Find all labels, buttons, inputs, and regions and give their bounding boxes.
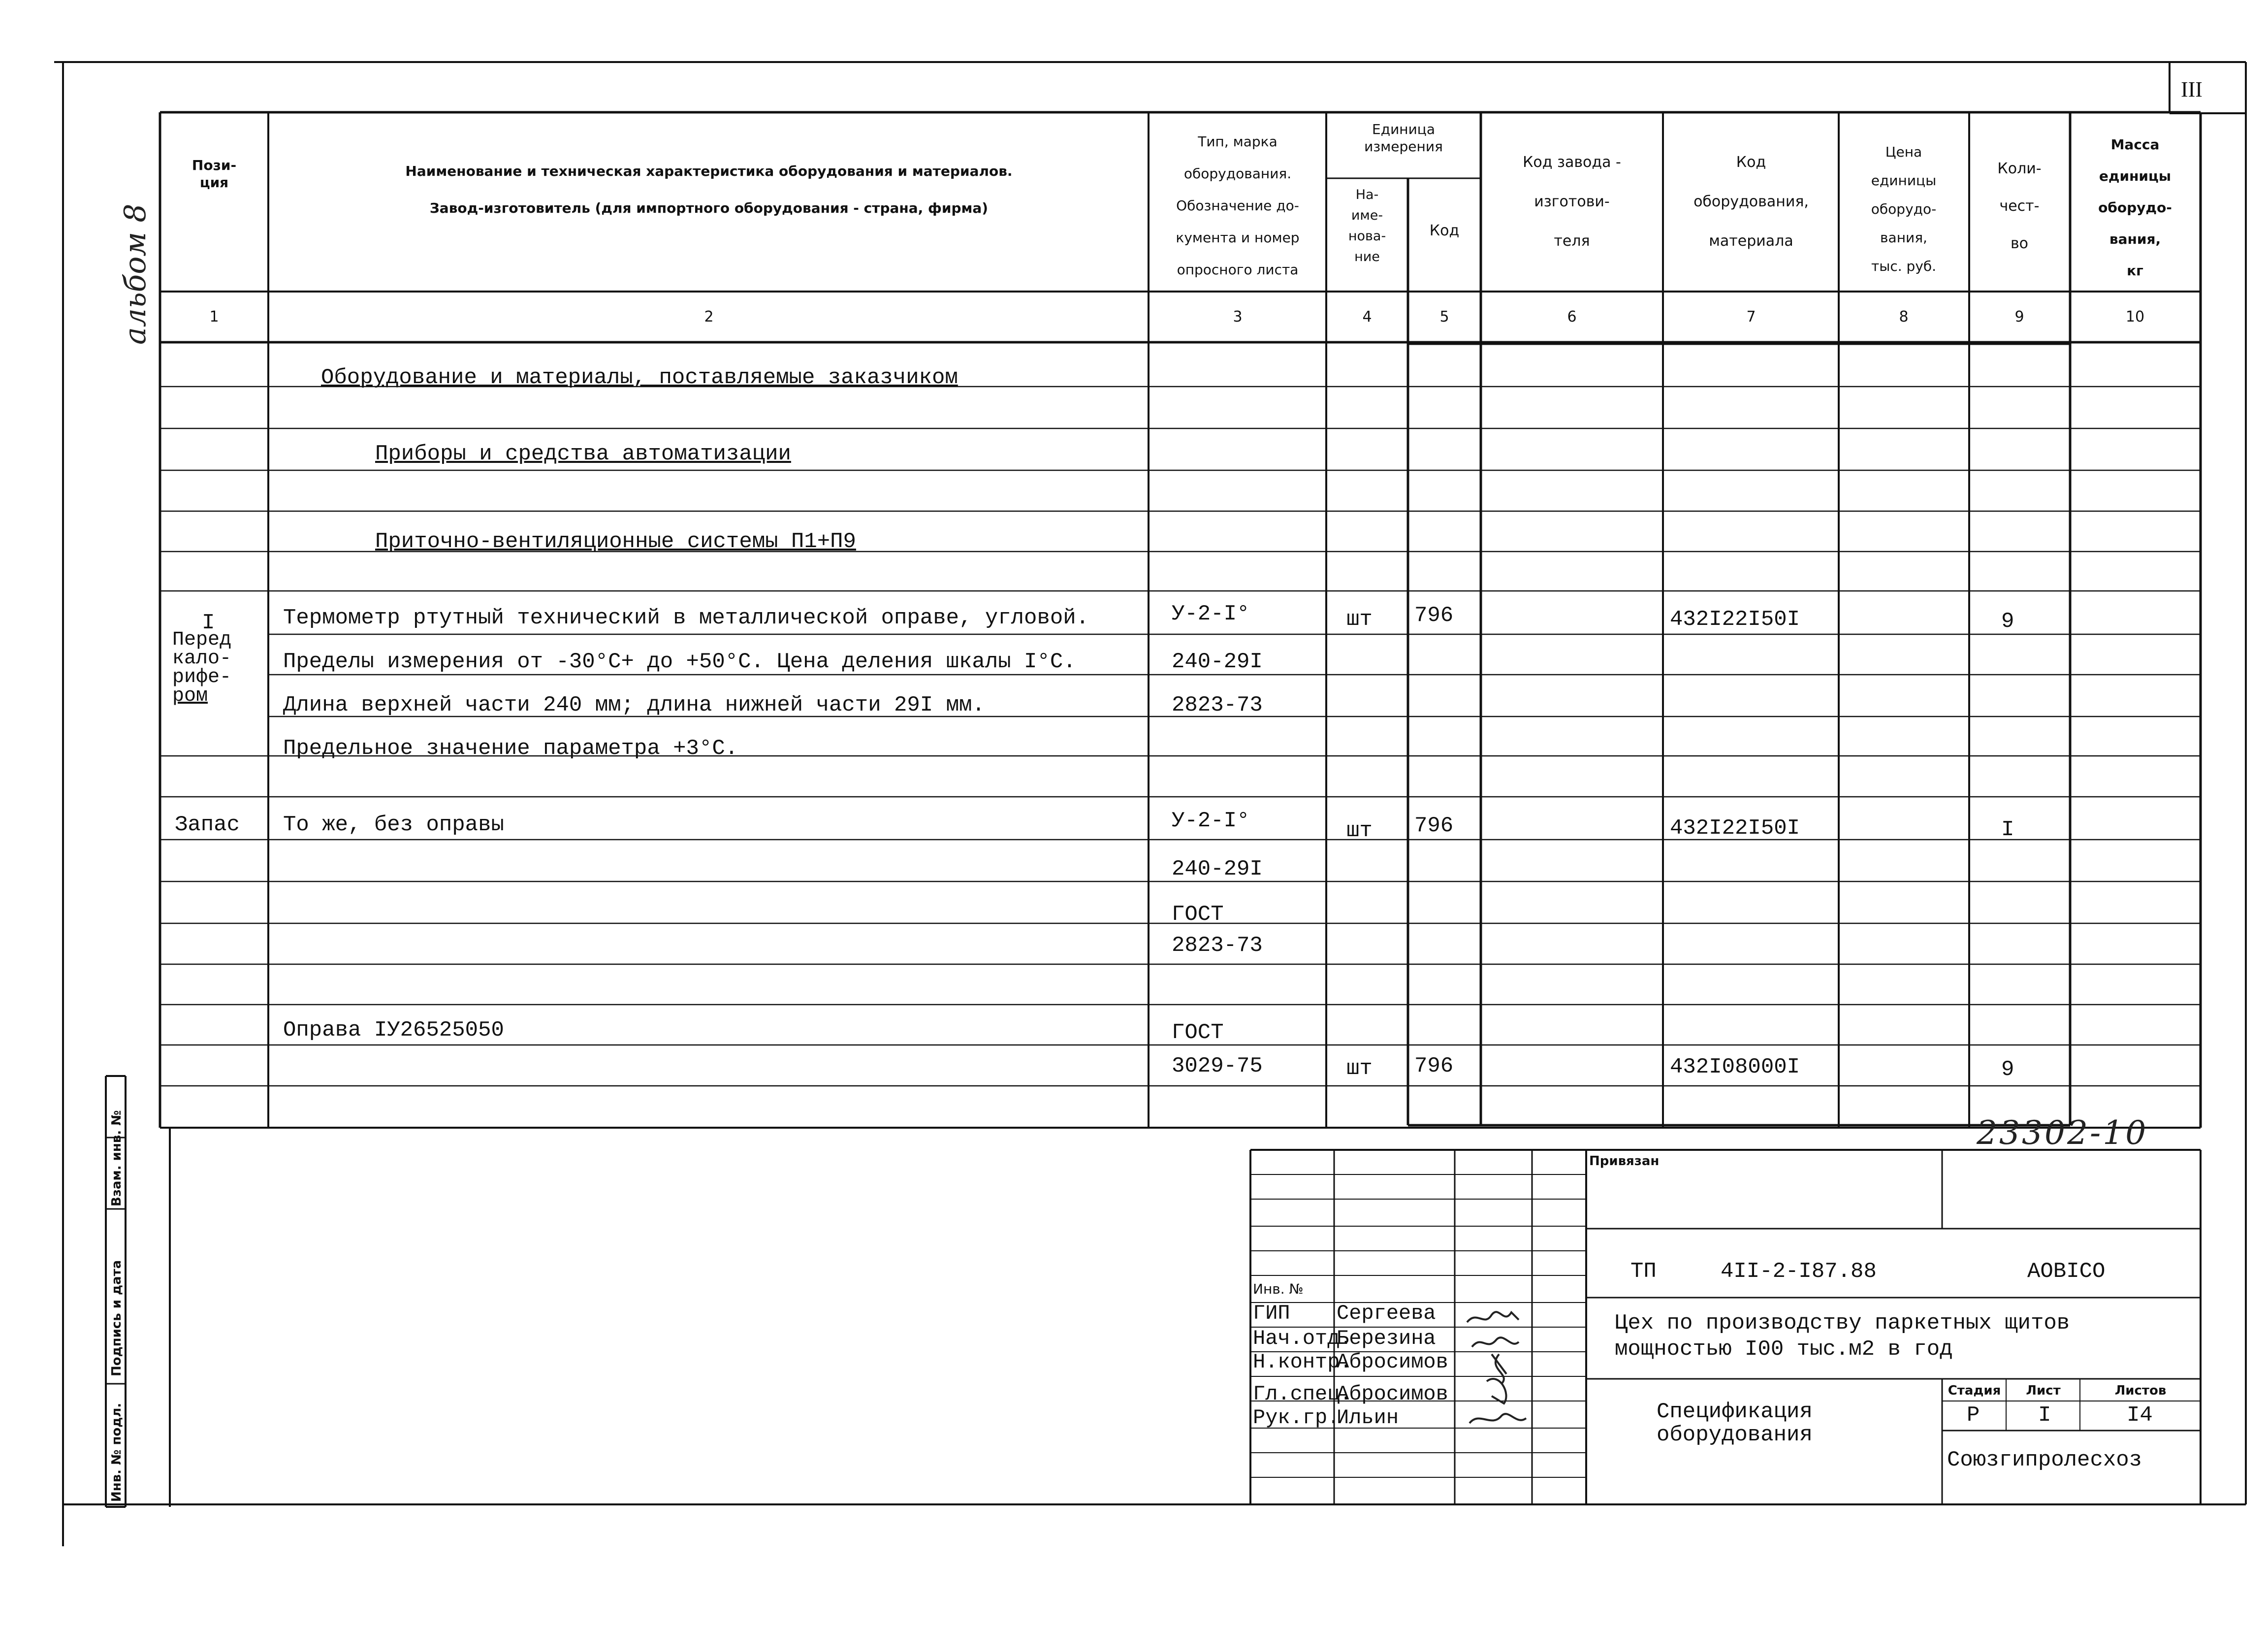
item2-type-line3: ГОСТ xyxy=(1172,902,1224,927)
col-num-1: 1 xyxy=(209,308,219,326)
signatures xyxy=(1457,1300,1536,1433)
stamp-inv-original: Инв. № подл. xyxy=(109,1402,124,1502)
item3-type-line1: ГОСТ xyxy=(1172,1020,1224,1045)
item1-type-line3: 2823-73 xyxy=(1172,693,1263,717)
attached-label: Привязан xyxy=(1589,1154,1660,1169)
item3-unit-code: 796 xyxy=(1414,1054,1454,1078)
col-num-2: 2 xyxy=(704,308,714,326)
organization: Союзгипролесхоз xyxy=(1947,1448,2142,1472)
header-mass: Масса единицы оборудо- вания, кг xyxy=(2098,136,2172,279)
col-num-9: 9 xyxy=(2014,308,2024,326)
item1-unit-code: 796 xyxy=(1414,603,1454,628)
staff-role-4: Гл.спец. xyxy=(1253,1382,1352,1406)
staff-name-2: Березина xyxy=(1337,1327,1436,1350)
item2-unit: шт xyxy=(1346,818,1373,843)
item3-equipment-code: 432I08000I xyxy=(1670,1055,1800,1079)
header-name-line1: Наименование и техническая характеристика оборудования и материалов. xyxy=(405,163,1013,179)
project-number: 4II-2-I87.88 xyxy=(1721,1259,1877,1284)
col-num-6: 6 xyxy=(1567,308,1577,326)
item1-type-line1: У-2-I° xyxy=(1172,602,1250,626)
item3-unit: шт xyxy=(1346,1056,1373,1081)
item2-type-line1: У-2-I° xyxy=(1172,809,1250,833)
item1-name-line2: Пределы измерения от -30°С+ до +50°С. Цена деления шкалы I°С. xyxy=(283,650,1076,674)
staff-name-5: Ильин xyxy=(1337,1406,1399,1430)
col-num-3: 3 xyxy=(1233,308,1243,326)
section-customer-supplied: Оборудование и материалы, поставляемые заказчиком xyxy=(321,365,958,390)
stamp-signature-date: Подпись и дата xyxy=(109,1260,124,1376)
margin-note: альбом 8 xyxy=(118,203,153,345)
sheet-number: III xyxy=(2181,77,2203,101)
staff-role-1: ГИП xyxy=(1253,1302,1290,1325)
stage-label: Стадия xyxy=(1948,1383,2001,1398)
item1-position: I xyxy=(202,611,215,635)
item1-note-line4: ром xyxy=(172,685,208,707)
staff-name-1: Сергеева xyxy=(1337,1302,1436,1325)
staff-role-5: Рук.гр. xyxy=(1253,1406,1340,1430)
item1-equipment-code: 432I22I50I xyxy=(1670,607,1800,632)
staff-role-2: Нач.отд. xyxy=(1253,1327,1352,1350)
sheet-label: Лист xyxy=(2026,1383,2061,1398)
item1-unit: шт xyxy=(1346,607,1373,632)
doc-title-line2: оборудования xyxy=(1657,1423,1813,1447)
section-instruments: Приборы и средства автоматизации xyxy=(375,442,791,466)
item1-note-line3: рифе- xyxy=(172,666,232,688)
header-unit-group: Единица измерения xyxy=(1364,121,1443,155)
header-type: Тип, марка оборудования. Обозначение до- кумента и номер опросного листа xyxy=(1176,133,1300,278)
stage-value: Р xyxy=(1967,1403,1980,1428)
sheets-label: Листов xyxy=(2114,1383,2167,1398)
staff-name-3: Абросимов xyxy=(1337,1350,1448,1374)
project-name-line1: Цех по производству паркетных щитов xyxy=(1615,1311,2070,1336)
col-num-4: 4 xyxy=(1362,308,1372,326)
item2-position: Запас xyxy=(175,813,240,837)
item3-quantity: 9 xyxy=(2001,1057,2014,1082)
project-name-line2: мощностью I00 тыс.м2 в год xyxy=(1615,1337,1953,1362)
header-unit-name: На- име- нова- ние xyxy=(1348,187,1386,264)
inv-label: Инв. № xyxy=(1253,1281,1304,1297)
doc-code: ТП xyxy=(1630,1259,1657,1284)
sheet-value: I xyxy=(2038,1403,2051,1428)
item1-name-line3: Длина верхней части 240 мм; длина нижней части 29I мм. xyxy=(283,693,985,717)
header-name-line2: Завод-изготовитель (для импортного оборудования - страна, фирма) xyxy=(429,200,989,216)
header-price: Цена единицы оборудо- вания, тыс. руб. xyxy=(1871,144,1937,274)
header-name xyxy=(276,163,1142,217)
col-num-5: 5 xyxy=(1439,308,1449,326)
staff-name-4: Абросимов xyxy=(1337,1382,1448,1406)
header-factory-code: Код завода - изготови- теля xyxy=(1523,154,1621,250)
item2-type-line2: 240-29I xyxy=(1172,857,1263,881)
item1-name-line1: Термометр ртутный технический в металлической оправе, угловой. xyxy=(283,606,1089,630)
col-num-7: 7 xyxy=(1746,308,1756,326)
item3-name: Оправа IУ26525050 xyxy=(283,1018,504,1043)
item2-name: То же, без оправы xyxy=(283,813,504,837)
item2-unit-code: 796 xyxy=(1414,814,1454,838)
section-ventilation: Приточно-вентиляционные системы П1+П9 xyxy=(375,529,856,554)
col-num-10: 10 xyxy=(2125,308,2145,326)
item1-type-line2: 240-29I xyxy=(1172,650,1263,674)
stamp-replacement-inv: Взам. инв. № xyxy=(109,1110,124,1206)
header-equipment-code: Код оборудования, материала xyxy=(1693,154,1809,250)
item2-equipment-code: 432I22I50I xyxy=(1670,816,1800,841)
col-num-8: 8 xyxy=(1899,308,1909,326)
item1-quantity: 9 xyxy=(2001,609,2014,634)
header-quantity: Коли- чест- во xyxy=(1997,160,2042,252)
item1-position-note xyxy=(172,631,231,706)
header-unit-code: Код xyxy=(1429,222,1460,239)
header-position: Пози- ция xyxy=(192,157,237,191)
item1-note-line2: кало- xyxy=(172,648,232,670)
item3-type-line2: 3029-75 xyxy=(1172,1054,1263,1078)
item2-type-line4: 2823-73 xyxy=(1172,933,1263,958)
sheets-value: I4 xyxy=(2127,1403,2153,1428)
sheet-code: АОВIСО xyxy=(2027,1259,2106,1284)
doc-title-line1: Спецификация xyxy=(1657,1400,1813,1424)
staff-role-3: Н.контр. xyxy=(1253,1350,1352,1374)
item1-name-line4: Предельное значение параметра +3°С. xyxy=(283,736,738,761)
archive-number: 23302-10 xyxy=(1977,1114,2148,1152)
item1-note-line1: Перед xyxy=(172,629,232,651)
item2-quantity: I xyxy=(2001,817,2014,842)
